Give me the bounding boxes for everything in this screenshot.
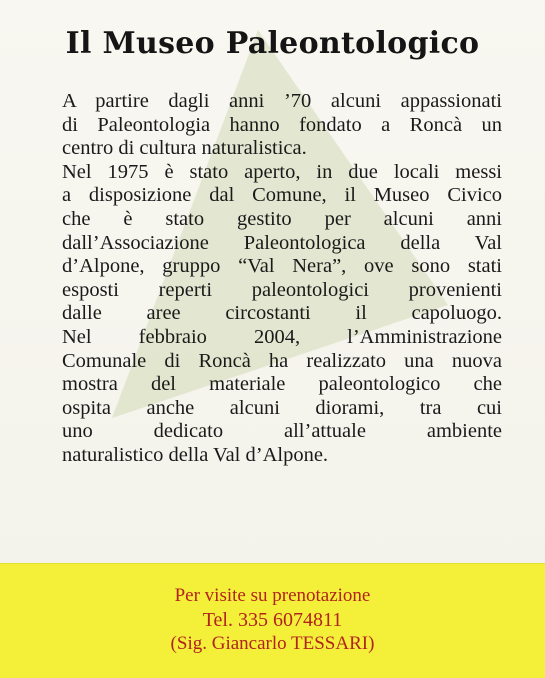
text-line: Nel febbraio 2004, l’Amministrazione: [62, 325, 502, 348]
text-line: d’Alpone, gruppo “Val Nera”, ove sono stati: [62, 255, 502, 278]
text-line: uno dedicato all’attuale ambiente: [62, 420, 502, 443]
text-line: che è stato gestito per alcuni anni: [62, 207, 502, 230]
text-line: esposti reperti paleontologici provenienti: [62, 278, 502, 301]
text-line: mostra del materiale paleontologico che: [62, 373, 502, 396]
page-title: Il Museo Paleontologico: [65, 26, 480, 61]
text-line: Comunale di Roncà ha realizzato una nuova: [62, 349, 502, 372]
text-line: centro di cultura naturalistica.: [62, 137, 307, 160]
phone-number: Tel. 335 6074811: [202, 609, 343, 631]
text-line: di Paleontologia hanno fondato a Roncà un: [62, 113, 502, 136]
text-line: ospita anche alcuni diorami, tra cui: [62, 396, 502, 419]
text-line: Nel 1975 è stato aperto, in due locali messi: [62, 160, 502, 183]
text-line: a disposizione dal Comune, il Museo Civico: [62, 184, 502, 207]
text-line: A partire dagli anni ’70 alcuni appassionati: [62, 90, 502, 112]
booking-note: Per visite su prenotazione: [174, 585, 371, 606]
contact-footer: [0, 563, 545, 678]
contact-person: (Sig. Giancarlo TESSARI): [170, 633, 375, 654]
contact-info: [0, 584, 545, 656]
text-line: dall’Associazione Paleontologica della Val: [62, 231, 502, 254]
text-line: naturalistico della Val d’Alpone.: [62, 443, 329, 466]
museum-description: [62, 90, 502, 468]
text-line: dalle aree circostanti il capoluogo.: [62, 302, 502, 325]
